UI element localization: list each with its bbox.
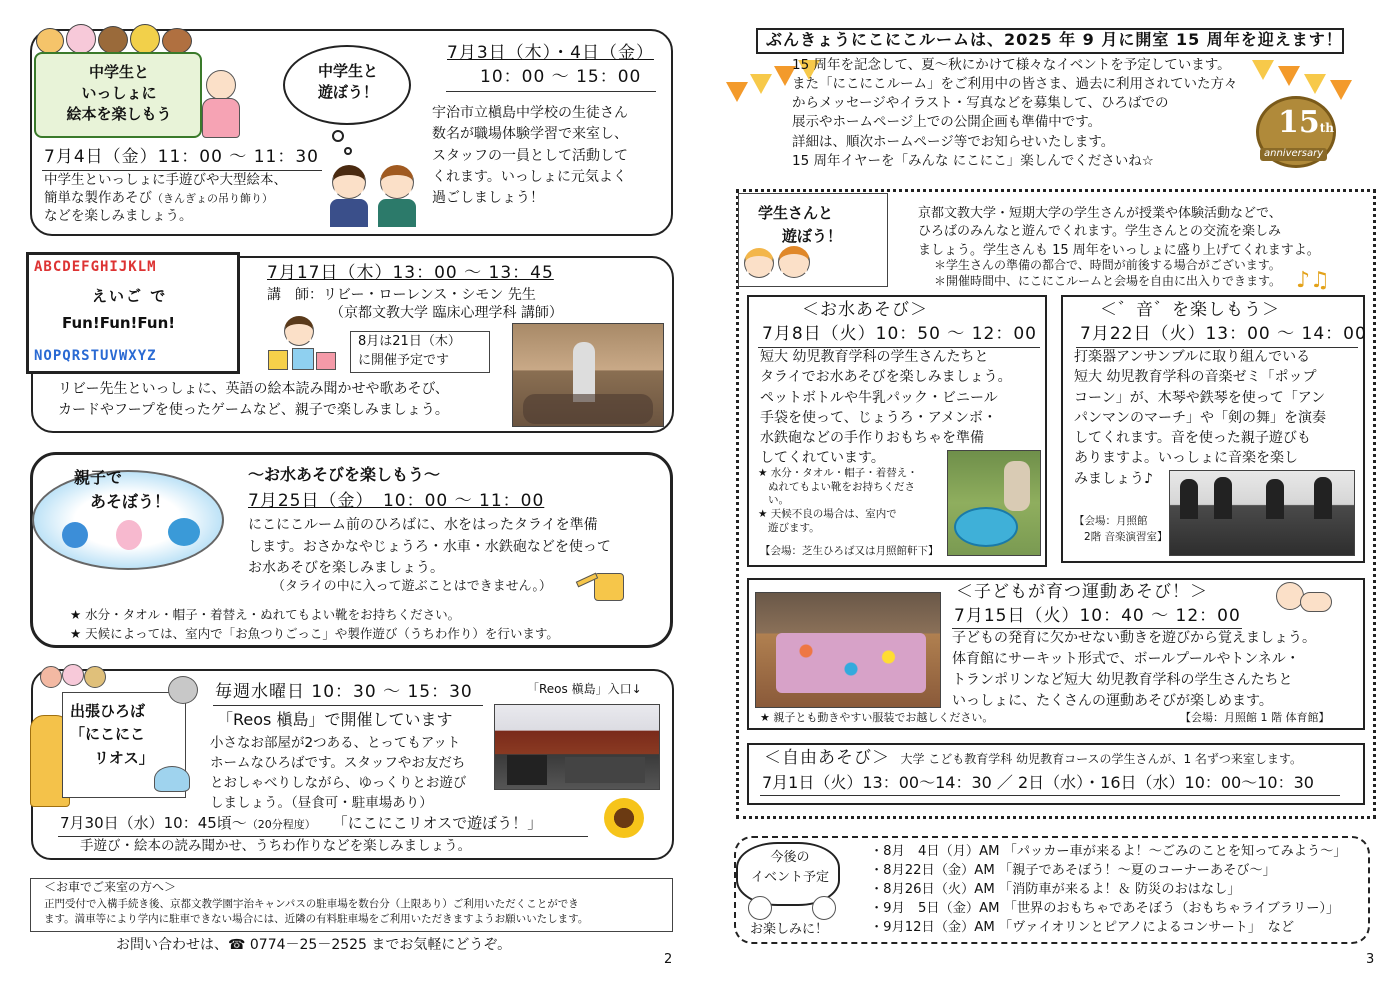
desc-line: してくれます。音を使った親子遊びも xyxy=(1074,430,1311,447)
card-title: ＜お水あそび＞ xyxy=(802,300,928,320)
anniversary-number: 15 xyxy=(1278,105,1320,140)
photo-english-class xyxy=(512,323,664,427)
desc-line: ましょう。学生さんも 15 周年をいっしょに盛り上げてくれますよ。 xyxy=(918,242,1320,258)
contact-info: お問い合わせは、☎ 0774－25－2525 までお気軽にどうぞ。 xyxy=(116,937,512,953)
desc-line: カードやフープを使ったゲームなど、親子で楽しみましょう。 xyxy=(58,402,449,418)
desc-line: くれます。いっしょに元気よく xyxy=(432,168,627,185)
desc-line: いっしょに、たくさんの運動あそびが楽しめます。 xyxy=(952,693,1273,709)
desc-line: 数名が職場体験学習で来室し、 xyxy=(432,126,628,143)
desc-line: コーン」が、木琴や鉄琴を使って「アン xyxy=(1074,389,1326,406)
photo-reos-entrance xyxy=(494,704,660,790)
desc-line: 短大 幼児教育学科の学生さんたちと xyxy=(760,349,989,365)
photo-water-play xyxy=(947,450,1041,556)
note-line: に開催予定です xyxy=(358,352,450,368)
note-line: ★ 親子とも動きやすい服装でお越しください。 xyxy=(760,711,994,724)
desc-line: みましょう♪ xyxy=(1074,470,1153,487)
desc-line: にこにこルーム前のひろばに、水をはったタライを準備 xyxy=(248,517,598,533)
desc-line: してくれています。 xyxy=(760,450,885,467)
badge-line: 絵本を楽しもう xyxy=(66,105,172,123)
parking-line: ます。満車等により学内に駐車できない場合には、近隣の有料駐車場をご利用いただきますようお願いいたします。 xyxy=(44,913,589,925)
page-number: 2 xyxy=(664,952,673,967)
event-date: 7月3日（木）・4日（金） xyxy=(447,43,654,63)
desc-line: リビー先生といっしょに、英語の絵本読み聞かせや歌あそび、 xyxy=(58,381,449,397)
anniversary-word: anniversary xyxy=(1260,148,1327,161)
event-date: 7月22日（火）13：00 ～ 14：00 xyxy=(1080,324,1367,344)
sunflower-icon xyxy=(604,798,644,838)
card-title: ＜゛音゛を楽しもう＞ xyxy=(1100,300,1280,320)
intro-line: 15 周年イヤーを「みんな にこにこ」楽しんでくださいね☆ xyxy=(792,153,1154,169)
card-title: ＜自由あそび＞ xyxy=(764,748,890,768)
desc-line: などを楽しみましょう。 xyxy=(44,208,193,224)
badge-line: 今後の xyxy=(770,850,810,865)
desc-line: ありますよ。いっしょに音楽を楽し xyxy=(1074,450,1298,467)
intro-line: また「にこにこルーム」をご利用中の皆さま、過去に利用されていた方々 xyxy=(792,76,1238,93)
english-title: Fun!Fun!Fun! xyxy=(62,314,176,332)
cloud-line: 中学生と xyxy=(317,62,378,80)
note-line: ぬれてもよい靴をお持ちくださ xyxy=(768,480,915,493)
cloud-line: 遊ぼう！ xyxy=(317,83,378,101)
event-date: 7月25日（金） 10：00 ～ 11：00 xyxy=(248,491,545,511)
desc-line: 水鉄砲などの手作りおもちゃを準備 xyxy=(760,430,984,447)
upcoming-item: ・8月26日（火）AM 「消防車が来るよ！＆ 防災のおはなし」 xyxy=(870,881,1241,897)
venue: 【会場：月照館 1 階 体育館】 xyxy=(1180,711,1330,724)
parking-title: ＜お車でご来室の方へ＞ xyxy=(44,880,177,894)
kids-illustration xyxy=(744,242,818,284)
desc-line: トランポリンなど短大 幼児教育学科の学生さんたちと xyxy=(952,672,1293,688)
animals-illustration xyxy=(36,22,196,56)
upcoming-item: ・8月 4日（月）AM 「パッカー車が来るよ！～ごみのことを知ってみよう～」 xyxy=(870,844,1347,859)
animals-illustration xyxy=(40,662,110,692)
note-line: ★ 天候不良の場合は、室内で xyxy=(758,507,897,520)
intro-line: 15 周年を記念して、夏～秋にかけて様々なイベントを予定しています。 xyxy=(792,57,1231,73)
parking-line: 正門受付で入構手続き後、京都文教学園宇治キャンパスの駐車場を数台分（上限あり）ご利用いただくことができ xyxy=(44,898,579,910)
desc-line: 京都文教大学・短期大学の学生さんが授業や体験活動などで、 xyxy=(918,206,1282,221)
event-name: 「にこにこリオスで遊ぼう！」 xyxy=(332,814,543,832)
mother-child-illustration xyxy=(198,70,244,140)
desc-line: 過ごしましょう！ xyxy=(432,190,544,207)
upcoming-item: ・9月 5日（金）AM 「世界のおもちゃであそぼう（おもちゃライブラリー）」 xyxy=(870,900,1340,916)
venue: 2階 音楽演習室】 xyxy=(1084,530,1168,543)
event-date: 7月4日（金）11：00 ～ 11：30 xyxy=(44,147,319,167)
event-date: 7月15日（火）10：40 ～ 12：00 xyxy=(954,606,1241,626)
schedule: 毎週水曜日 10：30 ～ 15：30 xyxy=(215,682,473,702)
students-illustration xyxy=(328,163,424,229)
event-date: 7月30日（水）10：45頃～ xyxy=(60,814,247,832)
card-title: ＜子どもが育つ運動あそび！＞ xyxy=(956,582,1208,602)
koala-icon xyxy=(168,676,198,704)
baby-crawling-icon xyxy=(1276,580,1336,616)
badge-line: 「にこにこ xyxy=(70,725,146,744)
desc-line: します。おさかなやじょうろ・水車・水鉄砲などを使って xyxy=(248,538,611,555)
rabbit-icon xyxy=(748,896,772,920)
bullet-item: ★ 水分・タオル・帽子・着替え・ぬれてもよい靴をお持ちください。 xyxy=(70,607,461,622)
badge-line: 学生さんと xyxy=(758,204,834,222)
rabbit-icon xyxy=(812,896,836,920)
english-title: えいご で xyxy=(92,287,168,305)
bullet-item: ★ 天候によっては、室内で「お魚つりごっこ」や製作遊び（うちわ作り）を行います。 xyxy=(70,626,559,641)
card-subtitle: 大学 こども教育学科 幼児教育コースの学生さんが、1 名ずつ来室します。 xyxy=(900,752,1302,766)
child-blocks-illustration xyxy=(268,316,340,374)
note-line: い。 xyxy=(768,494,789,507)
badge-line: イベント予定 xyxy=(750,870,829,886)
anniversary-suffix: th xyxy=(1319,121,1335,135)
upcoming-footer: お楽しみに！ xyxy=(750,922,829,937)
elephant-icon xyxy=(154,766,190,792)
intro-line: 詳細は、順次ホームページ等でお知らせいたします。 xyxy=(792,133,1115,150)
note-line: ★ 水分・タオル・帽子・着替え・ xyxy=(758,467,918,479)
upcoming-item: ・9月12日（金）AM 「ヴァイオリンとピアノによるコンサート」 など xyxy=(870,919,1295,935)
desc-line: 手袋を使って、じょうろ・アメンボ・ xyxy=(760,409,997,426)
badge-line: いっしょに xyxy=(81,84,157,102)
badge-line: 出張ひろば xyxy=(70,702,146,720)
desc-line: 手遊び・絵本の読み聞かせ、うちわ作りなどを楽しみましょう。 xyxy=(80,838,472,854)
event-date: 7月17日（木）13：00 ～ 13：45 xyxy=(267,263,554,283)
alphabet-row: NOPQRSTUVWXYZ xyxy=(34,348,157,364)
note-line: ＊学生さんの準備の都合で、時間が前後する場合がございます。 xyxy=(934,258,1281,272)
desc-note: （タライの中に入って遊ぶことはできません。） xyxy=(272,579,552,594)
desc-line: 簡単な製作あそび xyxy=(44,190,152,206)
desc-line: スタッフの一員として活動して xyxy=(432,147,628,164)
desc-line: 短大 幼児教育学科の音楽ゼミ「ポップ xyxy=(1074,369,1317,386)
note-line: ＊開催時間中、にこにこルームと会場を自由に出入りできます。 xyxy=(934,274,1282,288)
desc-line: とおしゃべりしながら、ゆっくりとお遊び xyxy=(210,774,467,791)
desc-line: 打楽器アンサンブルに取り組んでいる xyxy=(1074,349,1311,365)
desc-line: ひろばのみんなと遊んでくれます。学生さんとの交流を楽しみ xyxy=(918,224,1281,240)
photo-ball-pool xyxy=(755,592,941,708)
desc-line: 宇治市立槇島中学校の生徒さん xyxy=(432,105,628,121)
badge-line: あそぼう！ xyxy=(90,492,171,511)
venue-text: 「Reos 槇島」で開催しています xyxy=(217,710,453,729)
intro-line: 展示やホームページ上での公開企画も準備中です。 xyxy=(792,114,1102,131)
music-notes-icon: ♪♫ xyxy=(1296,268,1330,293)
desc-line: ホームなひろばです。スタッフやお友だち xyxy=(210,754,466,771)
badge-line: リオス」 xyxy=(94,748,154,767)
badge-line: 親子で xyxy=(74,468,123,487)
note-line: 8月は21日（木） xyxy=(358,334,461,349)
lecturer: 講 師：リビー・ローレンス・シモン 先生 xyxy=(267,287,536,303)
page-3 xyxy=(700,0,1400,990)
event-date: 7月8日（火）10：50 ～ 12：00 xyxy=(762,324,1037,344)
desc-line: ペットボトルや牛乳パック・ビニール xyxy=(760,389,998,406)
venue: 【会場：月照館 xyxy=(1074,515,1148,527)
event-time: 10：00 ～ 15：00 xyxy=(480,67,642,87)
banner-text: ぶんきょうにこにこルームは、2025 年 9 月に開室 15 周年を迎えます！ xyxy=(766,30,1343,49)
desc-line: 子どもの発育に欠かせない動きを遊びから覚えましょう。 xyxy=(952,630,1316,646)
note-line: 遊びます。 xyxy=(768,521,820,534)
photo-caption: 「Reos 槇島」入口↓ xyxy=(527,682,642,696)
venue: 【会場：芝生ひろば又は月照館軒下】 xyxy=(760,545,939,557)
desc-line: 体育館にサーキット形式で、ボールプールやトンネル・ xyxy=(952,651,1300,667)
affiliation: （京都文教大学 臨床心理学科 講師） xyxy=(330,305,563,321)
duration: （20分程度） xyxy=(246,818,316,831)
desc-note: （きんぎょの吊り飾り） xyxy=(152,192,273,205)
intro-line: からメッセージやイラスト・写真などを募集して、ひろばでの xyxy=(792,95,1169,112)
badge-line: 遊ぼう！ xyxy=(782,227,843,246)
desc-line: タライでお水あそびを楽しみましょう。 xyxy=(760,369,1012,386)
section-title: ～お水あそびを楽しもう～ xyxy=(248,465,441,484)
photo-music-ensemble xyxy=(1169,470,1355,556)
page-number: 3 xyxy=(1366,952,1375,967)
alphabet-row: ABCDEFGHIJKLM xyxy=(34,259,157,275)
desc-line: 小さなお部屋が2つある、とってもアット xyxy=(210,735,461,751)
desc-line: しましょう。（昼食可・駐車場あり） xyxy=(210,794,433,811)
desc-line: お水あそびを楽しみましょう。 xyxy=(248,560,444,577)
badge-line: 中学生と xyxy=(88,63,149,81)
desc-line: パンマンのマーチ」や「剣の舞」を演奏 xyxy=(1074,409,1326,426)
event-date: 7月1日（火）13：00～14：30 ／ 2日（水）・16日（水）10：00～10：30 xyxy=(762,773,1314,792)
upcoming-item: ・8月22日（金）AM 「親子であそぼう！～夏のコーナーあそび～」 xyxy=(870,862,1276,878)
watering-can-icon xyxy=(574,565,630,605)
desc-line: 中学生といっしょに手遊びや大型絵本、 xyxy=(44,172,287,188)
